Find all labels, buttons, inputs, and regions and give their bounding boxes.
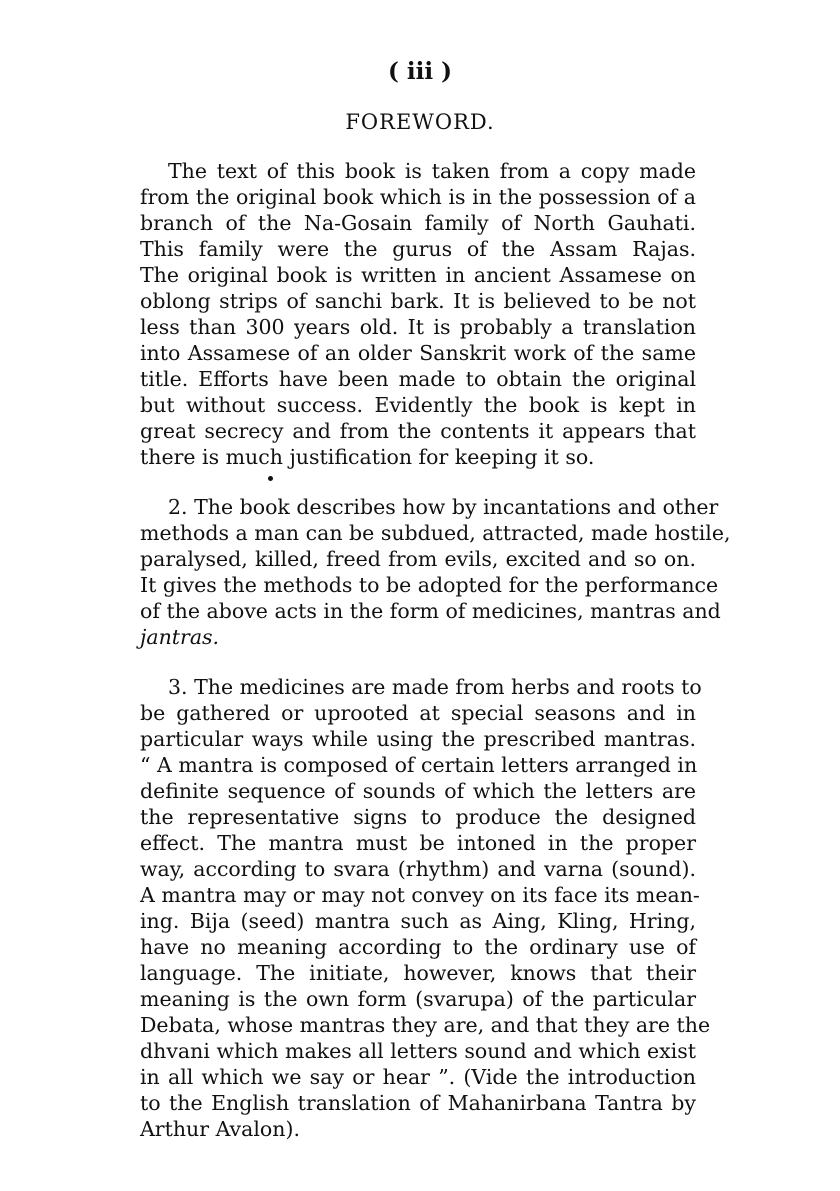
text-line: It gives the methods to be adopted for the performance	[140, 573, 719, 597]
paragraph-2	[140, 494, 731, 650]
text-line: paralysed, killed, freed from evils, excited and so on.	[140, 547, 696, 571]
page-number: ( iii )	[388, 58, 452, 85]
text-line: methods a man can be subdued, attracted, made hostile,	[140, 521, 731, 545]
paragraph-3	[140, 674, 711, 1142]
text-line: “ A mantra is composed of certain letters arranged in	[140, 753, 698, 777]
text-line: 3. The medicines are made from herbs and roots to	[168, 675, 702, 699]
text-line: be gathered or uprooted at special seasons and in	[140, 701, 696, 725]
text-line: ing. Bija (seed) mantra such as Aing, Kling, Hring,	[140, 909, 696, 933]
text-line: less than 300 years old. It is probably a translation	[140, 315, 696, 339]
text-line: way, according to svara (rhythm) and varna (sound).	[140, 857, 696, 881]
text-line: language. The initiate, however, knows that their	[140, 961, 696, 985]
text-line: jantras.	[140, 625, 220, 649]
page-title: FOREWORD.	[345, 110, 495, 134]
text-line: the representative signs to produce the designed	[140, 805, 696, 829]
text-line: Arthur Avalon).	[140, 1117, 300, 1141]
text-line: into Assamese of an older Sanskrit work of the same	[140, 341, 696, 365]
text-line: title. Efforts have been made to obtain the original	[140, 367, 696, 391]
stray-dot	[268, 476, 273, 481]
text-line: particular ways while using the prescribed mantras.	[140, 727, 696, 751]
text-line: in all which we say or hear ”. (Vide the introduction	[140, 1065, 696, 1089]
text-line: great secrecy and from the contents it appears that	[140, 419, 696, 443]
text-line: The text of this book is taken from a copy made	[168, 159, 696, 183]
text-line: from the original book which is in the possession of a	[140, 185, 696, 209]
text-line: The original book is written in ancient Assamese on	[140, 263, 696, 287]
text-line: have no meaning according to the ordinary use of	[140, 935, 696, 959]
paragraph-1	[140, 158, 696, 470]
text-line: dhvani which makes all letters sound and which exist	[140, 1039, 696, 1063]
text-line: definite sequence of sounds of which the letters are	[140, 779, 696, 803]
text-line: branch of the Na-Gosain family of North Gauhati.	[140, 211, 696, 235]
text-line: Debata, whose mantras they are, and that they are the	[140, 1013, 711, 1037]
text-line: meaning is the own form (svarupa) of the particular	[140, 987, 696, 1011]
text-line: of the above acts in the form of medicines, mantras and	[140, 599, 721, 623]
text-line: effect. The mantra must be intoned in the proper	[140, 831, 696, 855]
text-line: 2. The book describes how by incantations and other	[168, 495, 719, 519]
text-line: to the English translation of Mahanirbana Tantra by	[140, 1091, 696, 1115]
text-line: This family were the gurus of the Assam Rajas.	[140, 237, 696, 261]
text-line: A mantra may or may not convey on its face its mean-	[140, 883, 700, 907]
text-line: oblong strips of sanchi bark. It is believed to be not	[140, 289, 696, 313]
text-line: there is much justification for keeping it so.	[140, 445, 595, 469]
text-line: but without success. Evidently the book is kept in	[140, 393, 696, 417]
